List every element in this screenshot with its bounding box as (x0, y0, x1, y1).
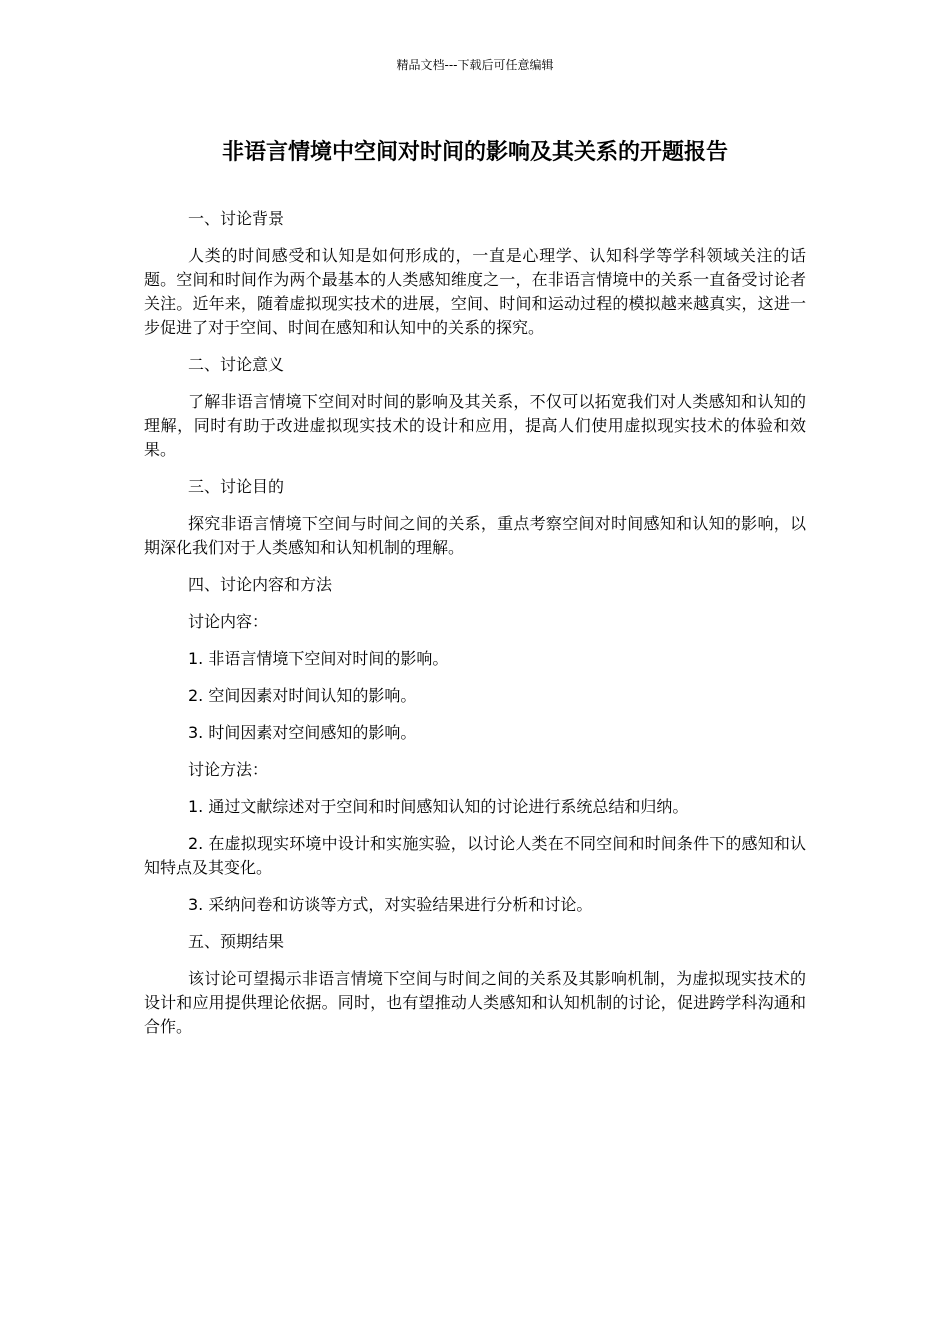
list-item: 3. 时间因素对空间感知的影响。 (188, 723, 417, 742)
list-item: 3. 采纳问卷和访谈等方式，对实验结果进行分析和讨论。 (188, 895, 593, 914)
list-item: 1. 非语言情境下空间对时间的影响。 (188, 649, 449, 668)
paragraph-purpose: 探究非语言情境下空间与时间之间的关系，重点考察空间对时间感知和认知的影响，以期深化我们对于人类感知和认知机制的理解。 (144, 514, 806, 557)
paragraph-background: 人类的时间感受和认知是如何形成的，一直是心理学、认知科学等学科领域关注的话题。空间和时间作为两个最基本的人类感知维度之一，在非语言情境中的关系一直备受讨论者关注。近年来，随着虚拟现实技术的进展，空间、时间和运动过程的模拟越来越真实，这进一步促进了对于空间、时间在感知和认知中的关系的探究。 (144, 246, 806, 337)
document-body (144, 207, 806, 1052)
subheading-methods: 讨论方法： (188, 760, 269, 779)
document-title: 非语言情境中空间对时间的影响及其关系的开题报告 (221, 140, 728, 165)
page-header-note: 精品文档---下载后可任意编辑 (396, 58, 554, 72)
paragraph-significance: 了解非语言情境下空间对时间的影响及其关系，不仅可以拓宽我们对人类感知和认知的理解，同时有助于改进虚拟现实技术的设计和应用，提高人们使用虚拟现实技术的体验和效果。 (144, 392, 806, 459)
paragraph-expected-results: 该讨论可望揭示非语言情境下空间与时间之间的关系及其影响机制，为虚拟现实技术的设计和应用提供理论依据。同时，也有望推动人类感知和认知机制的讨论，促进跨学科沟通和合作。 (144, 969, 806, 1036)
section-heading-significance: 二、讨论意义 (188, 355, 285, 374)
section-heading-purpose: 三、讨论目的 (188, 477, 285, 496)
section-heading-content-methods: 四、讨论内容和方法 (188, 575, 333, 594)
section-heading-expected-results: 五、预期结果 (188, 932, 285, 951)
list-item: 2. 空间因素对时间认知的影响。 (188, 686, 417, 705)
list-item: 1. 通过文献综述对于空间和时间感知认知的讨论进行系统总结和归纳。 (188, 797, 689, 816)
list-item: 2. 在虚拟现实环境中设计和实施实验，以讨论人类在不同空间和时间条件下的感知和认知特点及其变化。 (144, 834, 806, 877)
section-heading-background: 一、讨论背景 (188, 209, 285, 228)
subheading-content: 讨论内容： (188, 612, 269, 631)
